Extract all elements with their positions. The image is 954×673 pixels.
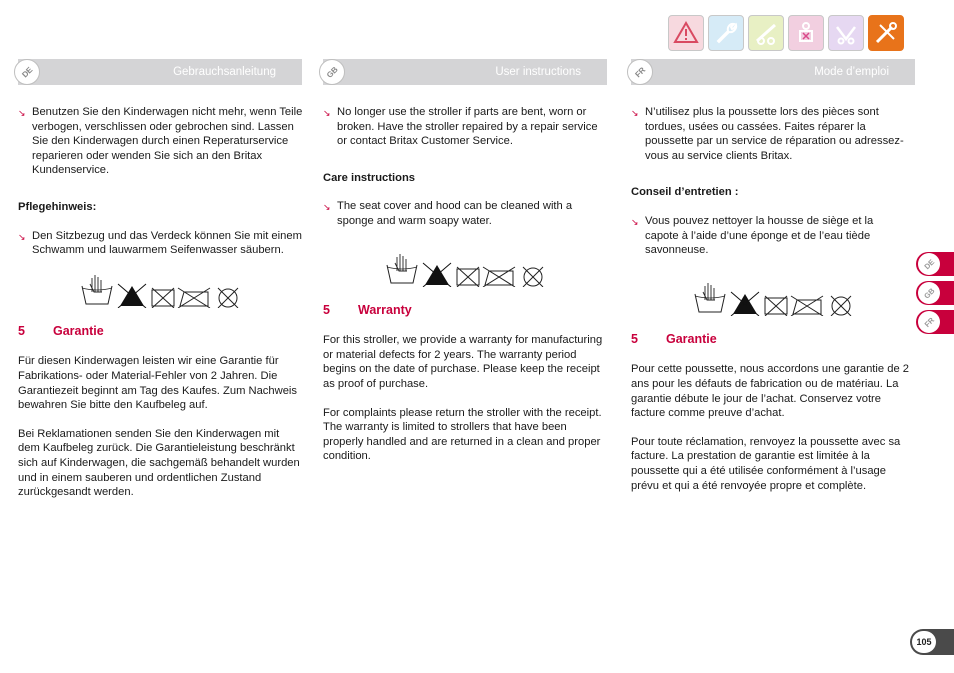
intro-bullet-fr xyxy=(631,105,909,163)
section-number-de: 5 xyxy=(18,323,25,338)
intro-text-fr: N’utilisez plus la poussette lors des pièces sont tordues, usées ou cassées. Faites réparer la poussette par un service de réparation ou adressez-vous au service clients Britax. xyxy=(645,106,904,162)
warranty-para2-fr: Pour toute réclamation, renvoyez la poussette avec sa facture. La prestation de garantie est limitée à la poussette qui a été utilisée conformément à l’usage prévu et qui a été renvoyée propre et complète. xyxy=(631,435,901,492)
section-heading-de xyxy=(18,324,304,339)
intro-bullet-gb xyxy=(323,105,609,149)
care-text-gb: The seat cover and hood can be cleaned with a sponge and warm soapy water. xyxy=(337,200,573,227)
page-number-tab xyxy=(910,629,954,655)
intro-text-gb: No longer use the stroller if parts are bent, worn or broken. Have the stroller repaired by a repair service or contact Britax Customer Service. xyxy=(337,106,598,148)
care-title-de: Pflegehinweis: xyxy=(18,200,97,213)
tools-icon xyxy=(868,15,904,51)
header-bar-fr xyxy=(631,59,915,85)
arrow-bullet-icon: ↘ xyxy=(631,216,639,227)
arrow-bullet-icon: ↘ xyxy=(631,108,639,118)
stroller-icon xyxy=(748,15,784,51)
side-tab-gb[interactable] xyxy=(916,281,954,305)
arrow-bullet-icon: ↘ xyxy=(18,108,26,118)
column-de xyxy=(18,105,304,500)
arrow-bullet-icon: ↘ xyxy=(18,231,26,242)
lang-badge-fr: FR xyxy=(622,54,659,91)
care-symbols-icon xyxy=(80,272,250,308)
lang-badge-de: DE xyxy=(9,54,46,91)
header-title-fr: Mode d’emploi xyxy=(814,66,889,78)
care-symbols-gb xyxy=(323,229,609,287)
child-seat-icon xyxy=(788,15,824,51)
warranty-para1-de: Für diesen Kinderwagen leisten wir eine Garantie für Fabrikations- oder Material-Fehler von 2 Jahren. Die Garantiezeit beginnt am Tag des Kaufes. Zum Nachweis bewahren Sie bitte den Kaufbeleg auf. xyxy=(18,355,298,412)
warranty-para1-fr: Pour cette poussette, nous accordons une garantie de 2 ans pour les défauts de fabrication ou de matériau. La garantie débute le jour de l’achat. Conservez votre facture comme preuve d’achat. xyxy=(631,363,910,420)
header-title-de: Gebrauchsanleitung xyxy=(173,66,276,78)
side-tab-de[interactable] xyxy=(916,252,954,276)
section-title-de: Garantie xyxy=(53,323,104,338)
side-tab-label-gb: GB xyxy=(913,277,944,308)
care-symbols-icon xyxy=(693,280,863,316)
section-number-fr: 5 xyxy=(631,331,638,346)
lang-badge-gb: GB xyxy=(314,54,351,91)
section-heading-gb xyxy=(323,303,609,318)
section-number-gb: 5 xyxy=(323,302,330,317)
page-number: 105 xyxy=(912,631,936,653)
warranty-para2-gb: For complaints please return the stroller with the receipt. The warranty is limited to strollers that have been properly handled and are returned in a clean and proper condition. xyxy=(323,406,602,463)
stroller-folding-icon xyxy=(828,15,864,51)
care-bullet-gb xyxy=(323,199,609,228)
arrow-bullet-icon: ↘ xyxy=(323,202,331,213)
side-tab-label-fr: FR xyxy=(913,306,944,337)
care-text-de: Den Sitzbezug und das Verdeck können Sie mit einem Schwamm und lauwarmem Seifenwasser säubern. xyxy=(32,229,302,257)
arrow-bullet-icon: ↘ xyxy=(323,108,331,118)
header-bar-gb xyxy=(323,59,607,85)
side-tab-label-de: DE xyxy=(913,248,944,279)
care-text-fr: Vous pouvez nettoyer la housse de siège et la capote à l’aide d’une éponge et de l’eau tiède savonneuse. xyxy=(645,214,874,257)
warranty-para1-gb: For this stroller, we provide a warranty for manufacturing or material defects for 2 years. The warranty period begins on the date of purchase. Please keep the receipt as proof of purchase. xyxy=(323,334,603,390)
header-title-gb: User instructions xyxy=(495,66,581,78)
care-symbols-de xyxy=(18,258,304,308)
care-bullet-de xyxy=(18,229,304,258)
column-gb xyxy=(323,105,609,464)
wrench-icon xyxy=(708,15,744,51)
section-title-gb: Warranty xyxy=(358,302,412,317)
care-title-fr: Conseil d’entretien : xyxy=(631,186,739,199)
intro-bullet-de xyxy=(18,105,304,178)
header-bar-de xyxy=(18,59,302,85)
intro-text-de: Benutzen Sie den Kinderwagen nicht mehr, wenn Teile verbogen, verschlissen oder gebrochen sind. Lassen Sie den Kinderwagen durch einen Reperaturservice reparieren oder wenden Sie sich an den Britax Kundenservice. xyxy=(32,106,303,177)
section-title-fr: Garantie xyxy=(666,331,717,346)
care-bullet-fr xyxy=(631,214,909,258)
category-icon-row xyxy=(668,15,904,51)
section-heading-fr xyxy=(631,332,909,347)
side-tab-fr[interactable] xyxy=(916,310,954,334)
care-symbols-icon xyxy=(385,251,555,287)
care-title-gb: Care instructions xyxy=(323,171,416,184)
column-fr xyxy=(631,105,909,493)
care-symbols-fr xyxy=(631,258,909,316)
warning-icon xyxy=(668,15,704,51)
warranty-para2-de: Bei Reklamationen senden Sie den Kinderwagen mit dem Kaufbeleg zurück. Die Garantieleistung beschränkt sich auf Kinderwagen, die sachgemäß behandelt wurden und in einem sauberen und ordentlichen Zustand zurückgesandt werden. xyxy=(18,427,300,499)
